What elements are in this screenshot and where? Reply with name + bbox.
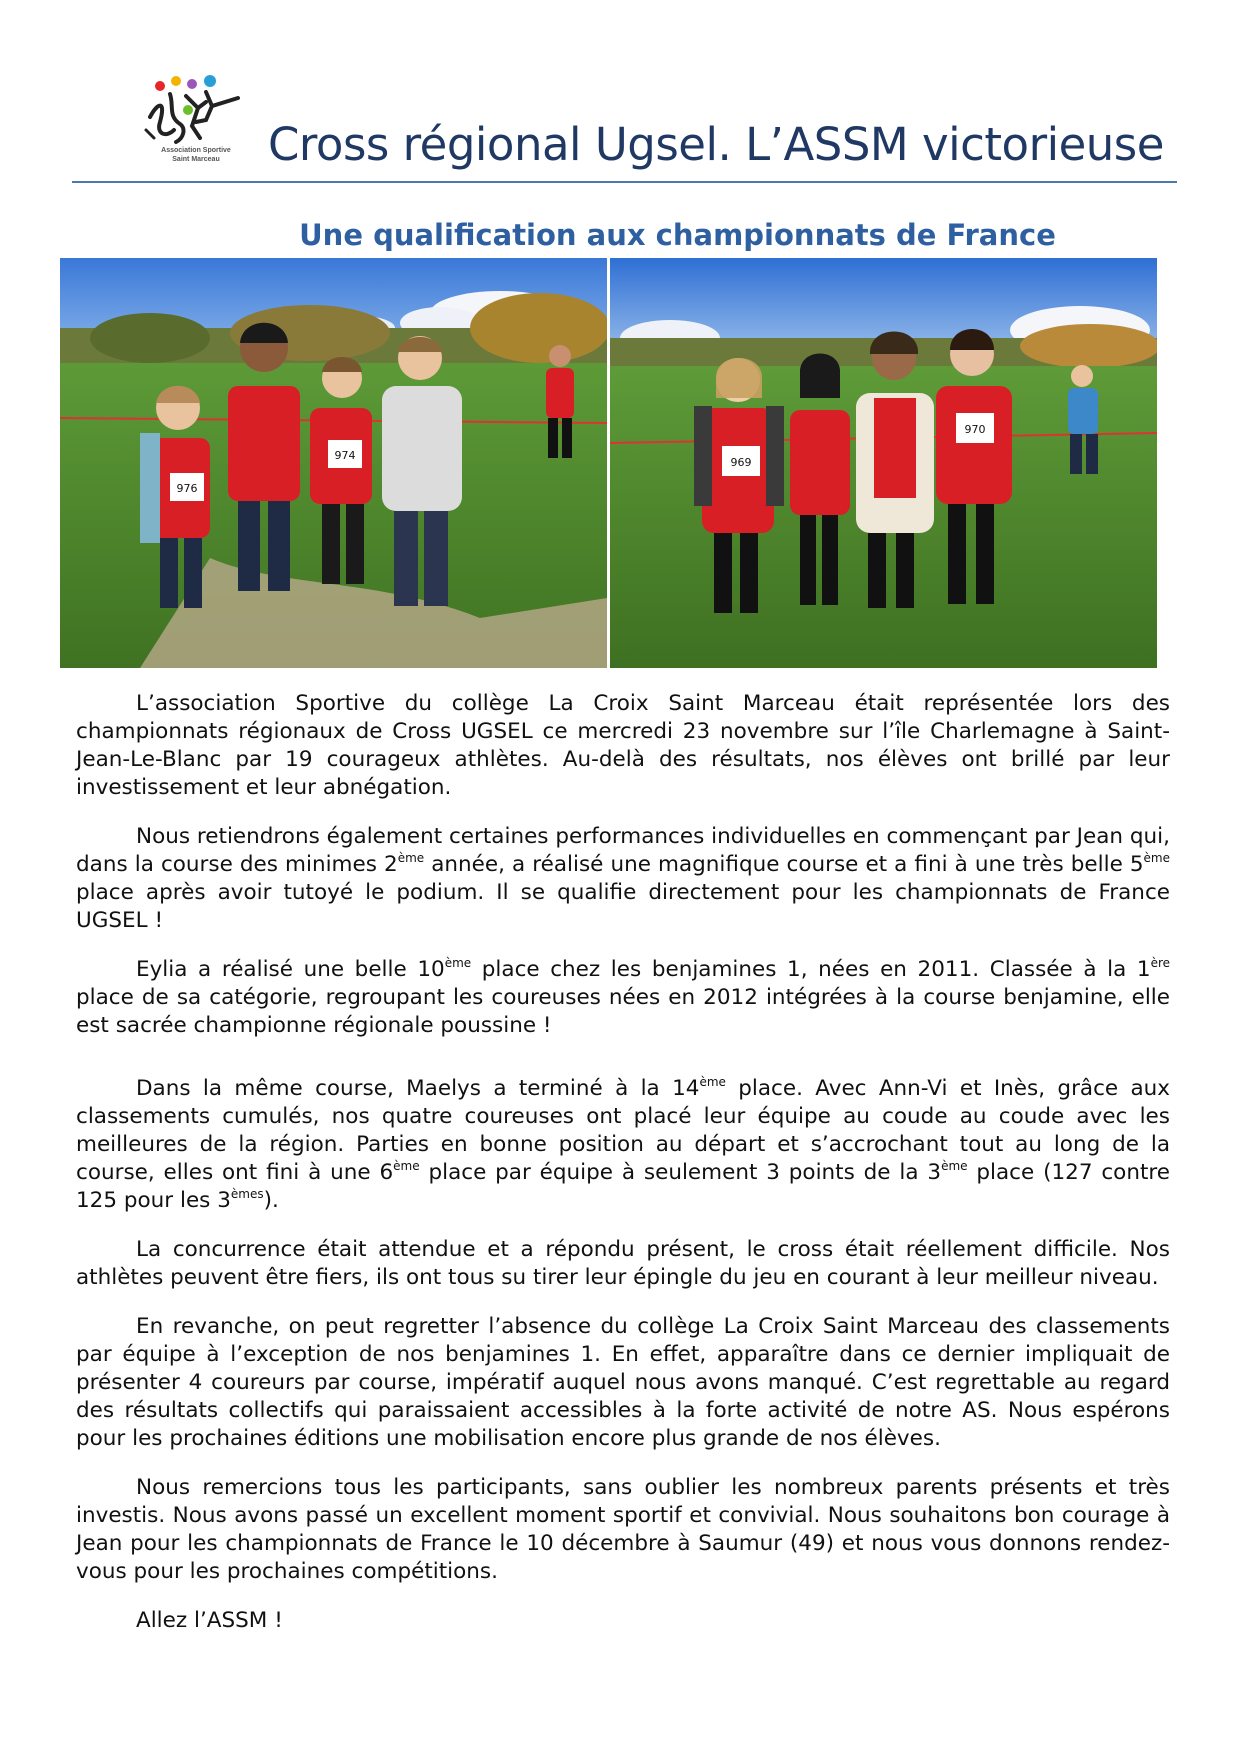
paragraph-2-text-a: Nous retiendrons également certaines performances individuelles en commençant par Jean qui, dans la course des minimes 2 (76, 824, 1170, 877)
superscript: ème (1143, 851, 1171, 865)
paragraph-4-text-c: place par équipe à seulement 3 points de la 3 (419, 1160, 942, 1185)
superscript: ème (699, 1075, 726, 1089)
superscript: ème (941, 1159, 968, 1173)
paragraph-4-text-d: place (127 contre 125 pour les 3 (76, 1160, 1170, 1213)
logo-caption-line2: Saint Marceau (172, 156, 220, 163)
paragraph-4-text-e: ). (263, 1188, 279, 1213)
paragraph-6: En revanche, on peut regretter l’absence du collège La Croix Saint Marceau des classements par équipe à l’exception de nos benjamines 1. En effet, apparaître dans ce dernier impliquait de présenter 4 coureurs par course, impératif auquel nous avons manqué. C’est regrettable au regard des résultats collectifs qui paraissaient accessibles à la forte activité de notre AS. Nous espérons pour les prochaines éditions une mobilisation encore plus grande de nos élèves. (76, 1314, 1170, 1451)
paragraph-3-text-b: place chez les benjamines 1, nées en 2011. Classée à la 1 (471, 957, 1151, 982)
photo-girls-team (610, 258, 1157, 668)
superscript: ère (1150, 956, 1171, 970)
superscript: èmes (230, 1187, 264, 1201)
paragraph-3-text-a: Eylia a réalisé une belle 10 (136, 957, 445, 982)
runner-figures-icon (140, 72, 252, 152)
paragraph-3-text-c: place de sa catégorie, regroupant les coureuses nées en 2012 intégrées à la course benjamine, elle est sacrée championne régionale poussine ! (76, 985, 1170, 1038)
paragraph-2 (76, 823, 1170, 935)
page-title: Cross régional Ugsel. L’ASSM victorieuse (268, 118, 1164, 171)
paragraph-1: L’association Sportive du collège La Croix Saint Marceau était représentée lors des championnats régionaux de Cross UGSEL ce mercredi 23 novembre sur l’île Charlemagne à Saint-Jean-Le-Blanc par 19 courageux athlètes. Au-delà des résultats, nos élèves ont brillé par leur investissement et leur abnégation. (76, 691, 1170, 800)
page-subtitle: Une qualification aux championnats de France (299, 218, 1056, 252)
logo-caption-line1: Association Sportive (161, 147, 231, 154)
paragraph-5: La concurrence était attendue et a répondu présent, le cross était réellement difficile. Nos athlètes peuvent être fiers, ils ont tous su tirer leur épingle du jeu en courant à leur meilleur niveau. (76, 1237, 1170, 1290)
paragraph-4 (76, 1075, 1170, 1215)
paragraph-4-text-a: Dans la même course, Maelys a terminé à la 14 (136, 1076, 700, 1101)
bib-970: 970 (964, 423, 986, 436)
superscript: ème (393, 1159, 420, 1173)
logo-caption (140, 146, 252, 164)
paragraph-8: Allez l’ASSM ! (136, 1608, 283, 1633)
paragraph-4-text-b: place. Avec Ann-Vi et Inès, grâce aux classements cumulés, nos quatre coureuses ont placé leur équipe au coude au coude avec les meilleures de la région. Parties en bonne position au départ et s’accrochant tout au long de la course, elles ont fini à une 6 (76, 1076, 1170, 1185)
page-header (72, 60, 1177, 184)
superscript: ème (444, 956, 472, 970)
bib-969: 969 (730, 456, 752, 469)
article-body (76, 690, 1170, 1656)
paragraph-2-text-c: place après avoir tutoyé le podium. Il se qualifie directement pour les championnats de France UGSEL ! (76, 880, 1170, 933)
paragraph-2-text-b: année, a réalisé une magnifique course et a fini à une très belle 5 (424, 852, 1144, 877)
superscript: ème (397, 851, 425, 865)
bib-976: 976 (176, 482, 198, 495)
assm-logo (140, 72, 252, 176)
header-divider (72, 181, 1177, 183)
bib-974: 974 (334, 449, 356, 462)
paragraph-3 (76, 956, 1170, 1040)
paragraph-7: Nous remercions tous les participants, sans oublier les nombreux parents présents et très investis. Nous avons passé un excellent moment sportif et convivial. Nous souhaitons bon courage à Jean pour les championnats de France le 10 décembre à Saumur (49) et nous vous donnons rendez-vous pour les prochaines compétitions. (76, 1475, 1170, 1584)
photo-boys-team (60, 258, 607, 668)
